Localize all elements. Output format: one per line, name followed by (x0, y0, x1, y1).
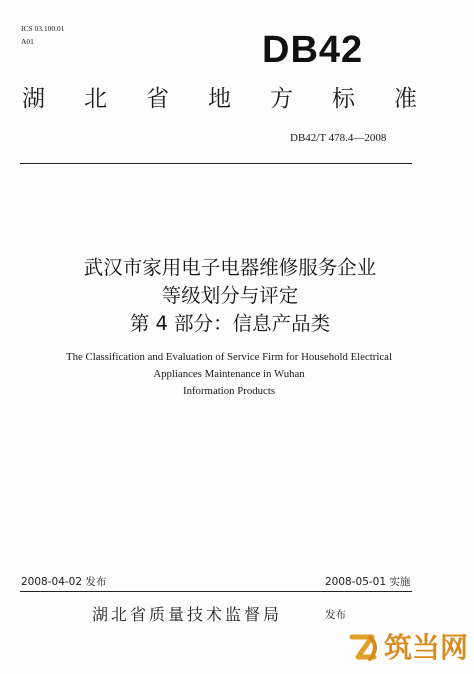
cn-title-line-1: 武汉市家用电子电器维修服务企业 (83, 256, 377, 279)
classification-code: A01 (21, 37, 34, 46)
standard-type-char: 北 (84, 86, 107, 112)
en-title-line-3: Information Products (182, 385, 276, 397)
implement-date: 2008-05-01 实施 (325, 576, 411, 588)
zd-logo-icon (348, 631, 382, 665)
standard-type-char: 地 (208, 86, 231, 112)
issuer-suffix: 发布 (325, 609, 346, 621)
standard-type-char: 准 (394, 86, 417, 112)
issue-date: 2008-04-02 发布 (21, 576, 107, 588)
en-title-line-2: Appliances Maintenance in Wuhan (153, 368, 305, 380)
standard-type (22, 84, 417, 114)
cn-title-line-2: 等级划分与评定 (161, 284, 299, 307)
top-divider (20, 163, 412, 164)
standard-type-char: 省 (146, 86, 169, 112)
standard-code: DB42 (262, 29, 364, 71)
ics-code: ICS 03.100.01 (21, 24, 65, 33)
watermark (348, 627, 468, 669)
standard-type-char: 标 (332, 86, 355, 112)
issuer-name: 湖北省质量技术监督局 (92, 605, 283, 624)
watermark-text: 筑当网 (384, 631, 469, 664)
standard-number: DB42/T 478.4—2008 (290, 132, 387, 144)
en-title-line-1: The Classification and Evaluation of Service Firm for Household Electrical (66, 351, 392, 363)
cn-title-line-3: 第 4 部分：信息产品类 (129, 312, 331, 335)
standard-type-char: 湖 (22, 86, 45, 112)
bottom-divider (20, 591, 412, 592)
standard-type-char: 方 (270, 86, 293, 112)
